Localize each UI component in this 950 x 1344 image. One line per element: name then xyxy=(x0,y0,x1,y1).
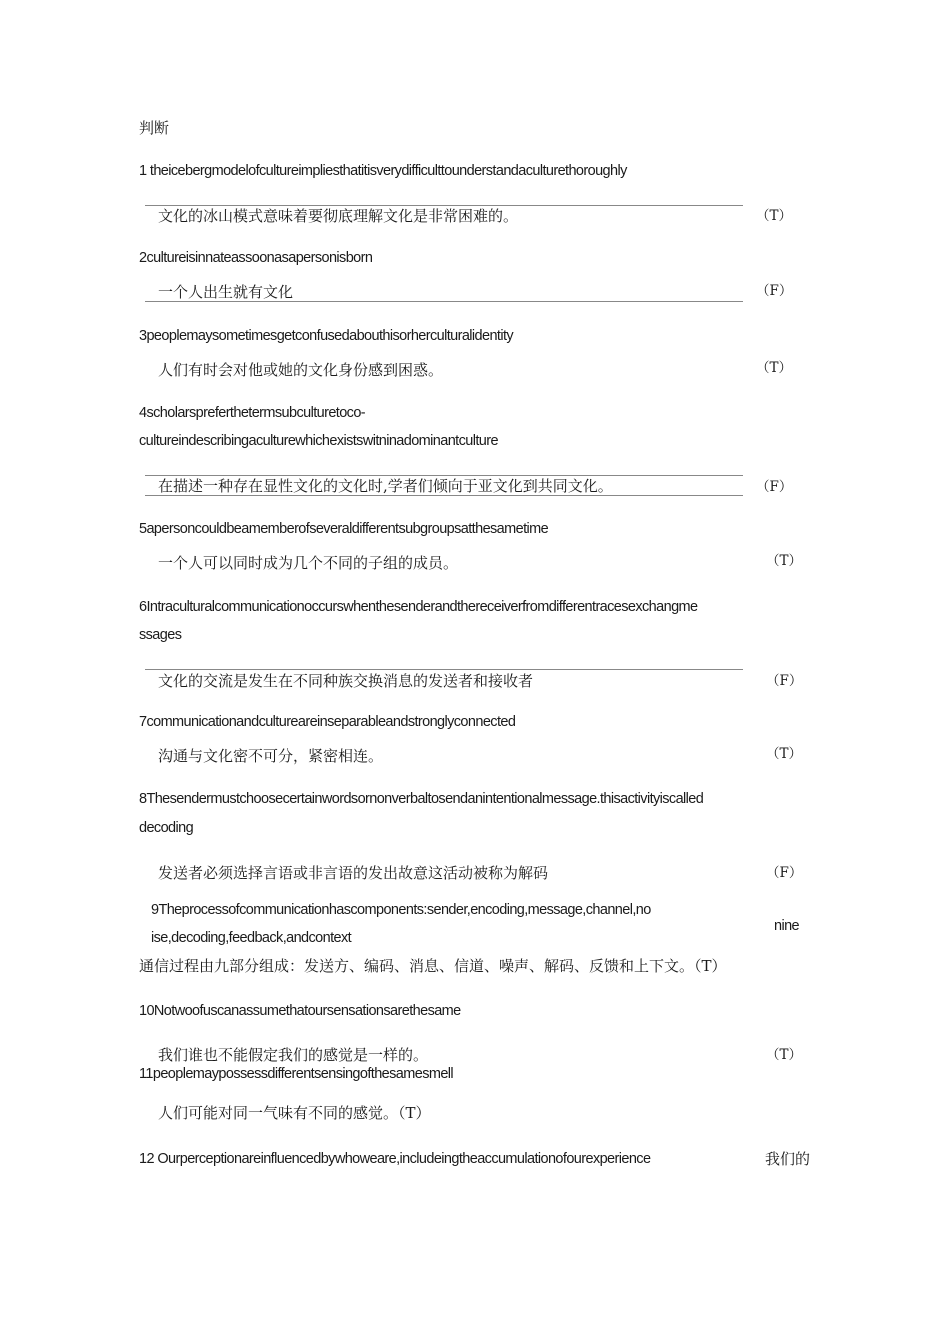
item-11-chinese: 人们可能对同一气味有不同的感觉。（T） xyxy=(158,1104,431,1122)
item-6-english-line1: 6Intraculturalcommunicationoccurswhenthesenderandthereceiverfromdifferentracesexchangme xyxy=(139,599,698,615)
item-9-english-line1: 9Theprocessofcommunicationhascomponents:sender,encoding,message,channel,no xyxy=(151,902,651,918)
item-10-english: 10Notwoofuscanassumethatoursensationsarethesame xyxy=(139,1003,461,1019)
item-9-english-line2: ise,decoding,feedback,andcontext xyxy=(151,930,352,946)
item-3-chinese: 人们有时会对他或她的文化身份感到困惑。 xyxy=(158,361,444,379)
item-8-english-line1: 8Thesendermustchoosecertainwordsornonverbaltosendanintentionalmessage.thisactivityiscalled xyxy=(139,791,704,807)
item-3-answer: （T） xyxy=(756,360,793,376)
item-12-chinese-tail: 我们的 xyxy=(765,1150,811,1168)
item-5-chinese: 一个人可以同时成为几个不同的子组的成员。 xyxy=(158,554,459,572)
item-8-english-line2: decoding xyxy=(139,820,194,836)
item-9-english-side: nine xyxy=(774,918,800,934)
item-4-answer: （F） xyxy=(756,479,793,495)
underline xyxy=(145,475,743,476)
item-9-chinese: 通信过程由九部分组成：发送方、编码、消息、信道、噪声、解码、反馈和上下文。（T） xyxy=(139,957,727,975)
item-5-english: 5apersoncouldbeamemberofseveraldifferentsubgroupsatthesametime xyxy=(139,521,549,537)
item-1-chinese: 文化的冰山模式意味着要彻底理解文化是非常困难的。 xyxy=(158,207,519,225)
item-6-answer: （F） xyxy=(766,673,803,689)
underline xyxy=(145,669,743,670)
item-7-answer: （T） xyxy=(766,746,803,762)
item-12-english: 12 Ourperceptionareinfluencedbywhoweare,includeingtheaccumulationofourexperience xyxy=(139,1151,651,1167)
item-10-chinese: 我们谁也不能假定我们的感觉是一样的。 xyxy=(158,1046,429,1064)
item-2-chinese: 一个人出生就有文化 xyxy=(158,283,294,301)
item-7-chinese: 沟通与文化密不可分，紧密相连。 xyxy=(158,747,384,765)
item-7-english: 7communicationandcultureareinseparableandstronglyconnected xyxy=(139,714,516,730)
item-8-chinese: 发送者必须选择言语或非言语的发出故意这活动被称为解码 xyxy=(158,864,549,882)
item-2-answer: （F） xyxy=(756,283,793,299)
item-11-english: 11peoplemaypossessdifferentsensingofthesamesmell xyxy=(139,1066,454,1082)
item-10-answer: （T） xyxy=(766,1047,803,1063)
item-1-english: 1 theicebergmodelofcultureimpliesthatitisverydifficulttounderstandaculturethoroughly xyxy=(139,163,627,179)
item-4-english-line2: cultureindescribingaculturewhichexistswitninadominantculture xyxy=(139,433,498,449)
item-2-english: 2cultureisinnateassoonasapersonisborn xyxy=(139,250,373,266)
item-4-english-line1: 4scholarspreferthetermsubculturetoco- xyxy=(139,405,366,421)
item-1-answer: （T） xyxy=(756,208,793,224)
underline xyxy=(145,301,743,302)
item-8-answer: （F） xyxy=(766,865,803,881)
item-4-chinese: 在描述一种存在显性文化的文化时,学者们倾向于亚文化到共同文化。 xyxy=(158,477,613,495)
underline xyxy=(145,495,743,496)
underline xyxy=(145,205,743,206)
heading: 判断 xyxy=(139,119,170,137)
item-6-chinese: 文化的交流是发生在不同种族交换消息的发送者和接收者 xyxy=(158,672,534,690)
item-3-english: 3peoplemaysometimesgetconfusedabouthisorherculturalidentity xyxy=(139,328,514,344)
item-5-answer: （T） xyxy=(766,553,803,569)
item-6-english-line2: ssages xyxy=(139,627,182,643)
